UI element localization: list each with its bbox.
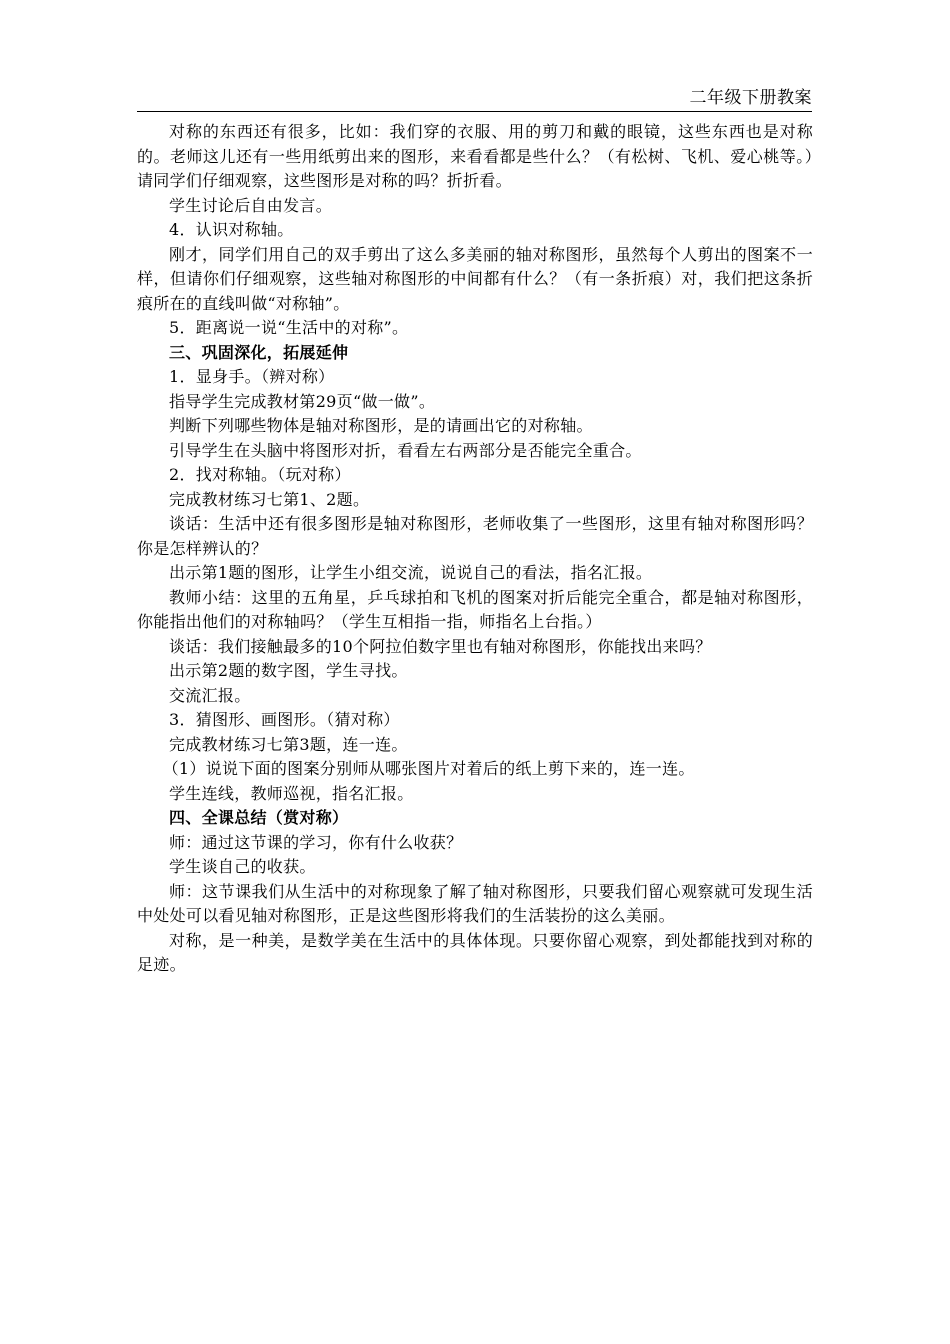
paragraph: 师：通过这节课的学习，你有什么收获？ [169,832,463,852]
paragraph: 出示第1题的图形，让学生小组交流，说说自己的看法，指名汇报。 [169,563,653,582]
paragraph: 教师小结：这里的五角星，乒乓球拍和飞机的图案对折后能完全重合，都是轴对称图形，你能指出他们的对称轴吗？（学生互相指一指，师指名上台指。） [137,587,813,631]
paragraph: 引导学生在头脑中将图形对折，看看左右两部分是否能完全重合。 [169,440,642,460]
paragraph: 对称，是一种美，是数学美在生活中的具体体现。只要你留心观察，到处都能找到对称的足迹。 [137,930,813,974]
paragraph: （1）说说下面的图案分别师从哪张图片对着后的纸上剪下来的，连一连。 [162,759,695,778]
paragraph: 1．显身手。（辨对称） [169,367,335,386]
paragraph: 刚才，同学们用自己的双手剪出了这么多美丽的轴对称图形，虽然每个人剪出的图案不一样，但请你们仔细观察，这些轴对称图形的中间都有什么？（有一条折痕）对，我们把这条折痕所在的直线叫做“对称轴”。 [137,244,813,313]
paragraph: 谈话：我们接触最多的10个阿拉伯数字里也有轴对称图形，你能找出来吗？ [169,636,712,656]
page-header [137,86,812,110]
paragraph: 对称的东西还有很多，比如：我们穿的衣服、用的剪刀和戴的眼镜，这些东西也是对称的。老师这儿还有一些用纸剪出来的图形，来看看都是些什么？（有松树、飞机、爱心桃等。）请同学们仔细观察，这些图形是对称的吗？折折看。 [137,122,813,190]
paragraph: 师：这节课我们从生活中的对称现象了解了轴对称图形，只要我们留心观察就可发现生活中处处可以看见轴对称图形，正是这些图形将我们的生活装扮的这么美丽。 [137,881,813,925]
paragraph: 学生谈自己的收获。 [169,857,316,876]
paragraph: 3．猜图形、画图形。（猜对称） [169,710,400,729]
paragraph: 学生连线，教师巡视，指名汇报。 [169,783,414,803]
section-heading: 四、全课总结（赏对称） [169,808,349,827]
header-title: 二年级下册教案 [689,88,812,108]
paragraph: 5．距离说一说“生活中的对称”。 [169,318,409,337]
header-divider [137,111,812,112]
paragraph: 2．找对称轴。（玩对称） [169,465,351,484]
paragraph: 完成教材练习七第1、2题。 [169,489,370,509]
section-heading: 三、巩固深化，拓展延伸 [169,342,349,362]
paragraph: 完成教材练习七第3题，连一连。 [169,734,408,754]
document-body [137,120,813,978]
paragraph: 学生讨论后自由发言。 [169,195,333,215]
paragraph: 谈话：生活中还有很多图形是轴对称图形，老师收集了一些图形，这里有轴对称图形吗？你是怎样辨认的？ [137,514,813,558]
paragraph: 判断下列哪些物体是轴对称图形，是的请画出它的对称轴。 [169,416,593,435]
paragraph: 出示第2题的数字图，学生寻找。 [169,661,408,680]
paragraph: 指导学生完成教材第29页“做一做”。 [169,391,436,411]
paragraph: 4．认识对称轴。 [169,220,294,239]
paragraph: 交流汇报。 [169,685,251,705]
